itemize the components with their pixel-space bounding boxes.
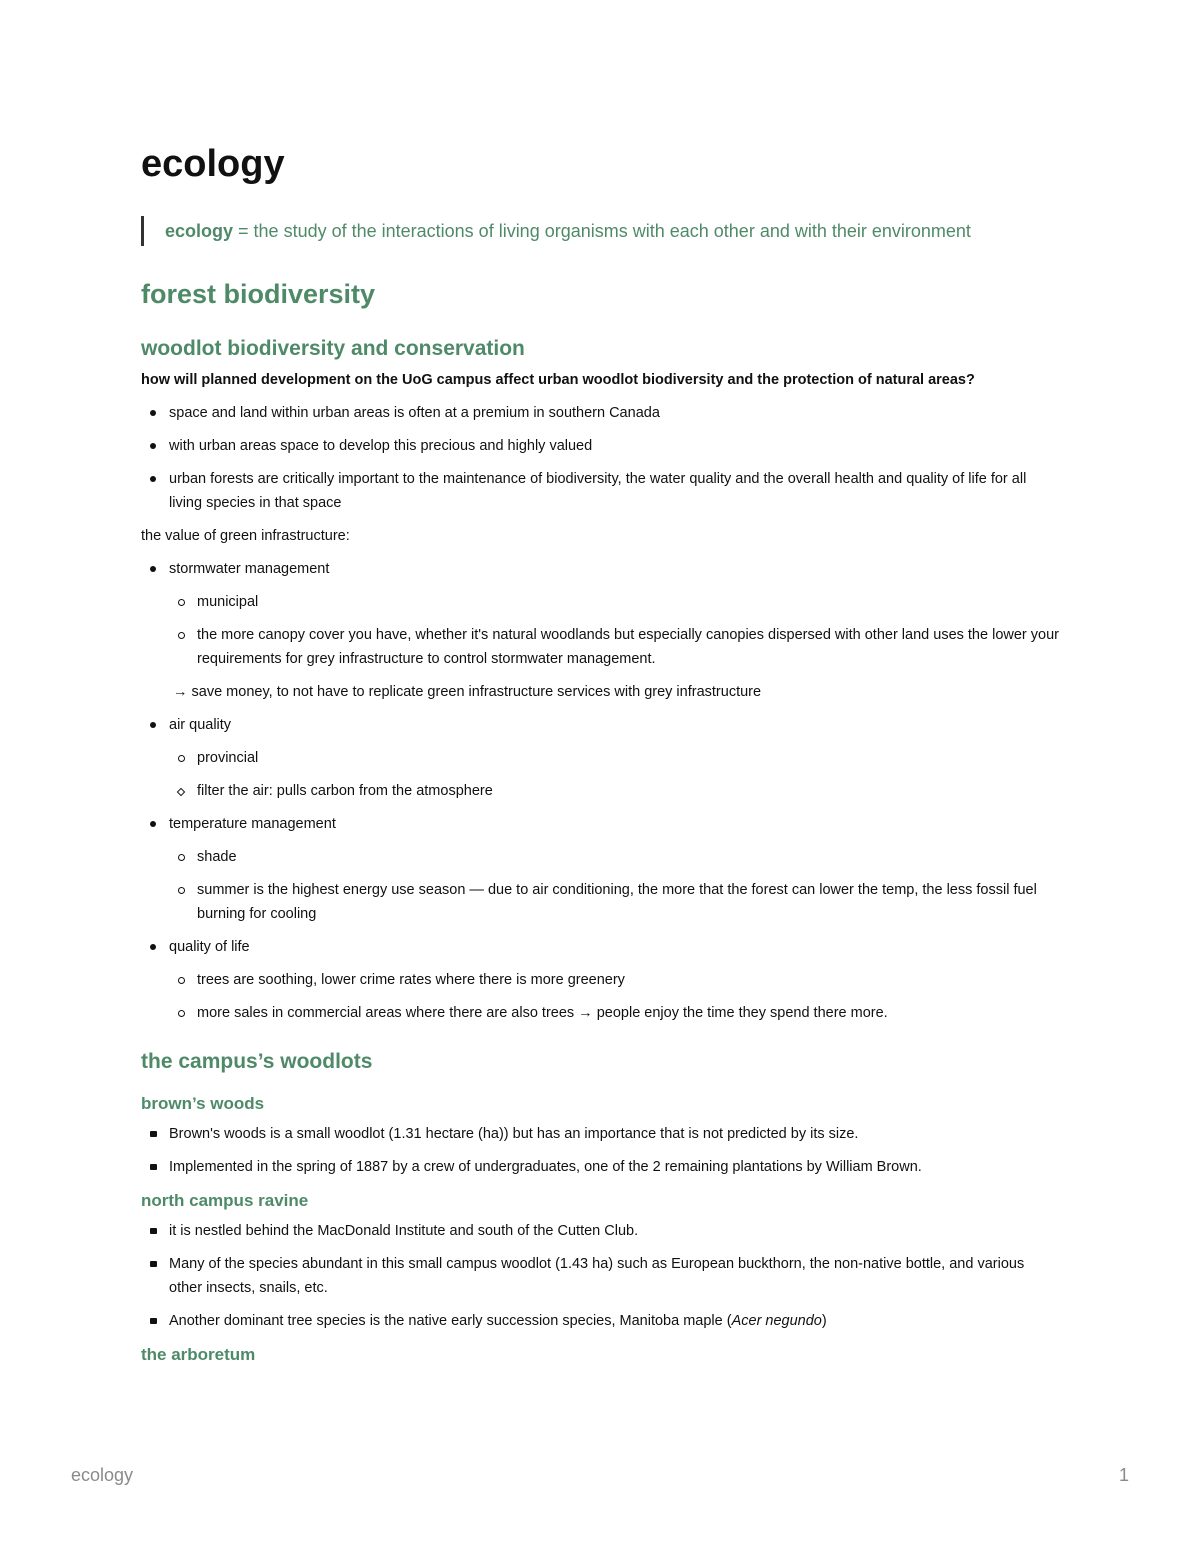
page-number: 1 <box>1118 1465 1129 1485</box>
heading-browns-woods: brown’s woods <box>141 1094 265 1113</box>
list-item: trees are soothing, lower crime rates where there is more greenery <box>169 968 1061 992</box>
list-item: urban forests are critically important to the maintenance of biodiversity, the water quality and the overall health and quality of life for all living species in that space <box>141 467 1061 515</box>
stormwater-note: → save money, to not have to replicate green infrastructure services with grey infrastructure <box>173 684 762 700</box>
list-item: the more canopy cover you have, whether it's natural woodlands but especially canopies dispersed with other land uses the lower your requirements for grey infrastructure to control stormwater management. <box>169 623 1061 671</box>
footer-doc-title: ecology <box>71 1465 134 1485</box>
list-item-label: stormwater management <box>169 561 330 577</box>
subheading-woodlot-biodiversity: woodlot biodiversity and conservation <box>141 337 525 360</box>
bullet-text: ) <box>821 1313 827 1329</box>
section-heading-forest-biodiversity: forest biodiversity <box>141 279 376 309</box>
list-item: provincial <box>169 746 1061 770</box>
list-item-air-quality <box>141 713 1061 803</box>
list-item-temperature <box>141 812 1061 926</box>
list-item-label: air quality <box>169 717 232 733</box>
list-item: space and land within urban areas is often at a premium in southern Canada <box>141 401 1061 425</box>
list-item-stormwater <box>141 557 1061 671</box>
list-item <box>141 1309 1061 1333</box>
definition-quote <box>141 216 1095 246</box>
list-item: Many of the species abundant in this small campus woodlot (1.43 ha) such as European buckthorn, the non-native bottle, and various other insects, snails, etc. <box>141 1252 1061 1300</box>
list-item: municipal <box>169 590 1061 614</box>
heading-arboretum: the arboretum <box>141 1345 256 1364</box>
woodlot-bullets <box>141 401 1061 515</box>
list-item-quality-of-life <box>141 935 1061 1025</box>
list-item: more sales in commercial areas where there are also trees → people enjoy the time they spend there more. <box>169 1001 1061 1025</box>
list-item: summer is the highest energy use season — due to air conditioning, the more that the forest can lower the temp, the less fossil fuel burning for cooling <box>169 878 1061 926</box>
list-item: Brown's woods is a small woodlot (1.31 hectare (ha)) but has an importance that is not predicted by its size. <box>141 1122 1061 1146</box>
list-item-label: quality of life <box>169 939 250 955</box>
browns-woods-bullets <box>141 1122 1061 1179</box>
green-infrastructure-list-2 <box>141 713 1061 1025</box>
list-item: it is nestled behind the MacDonald Institute and south of the Cutten Club. <box>141 1219 1061 1243</box>
list-item: with urban areas space to develop this precious and highly valued <box>141 434 1061 458</box>
list-item: filter the air: pulls carbon from the atmosphere <box>169 779 1061 803</box>
campus-woodlots-section <box>141 1046 1061 1367</box>
green-infrastructure-intro: the value of green infrastructure: <box>141 528 350 544</box>
ravine-bullets <box>141 1219 1061 1333</box>
heading-north-campus-ravine: north campus ravine <box>141 1191 309 1210</box>
list-item-label: temperature management <box>169 816 336 832</box>
subheading-campus-woodlots: the campus’s woodlots <box>141 1050 373 1073</box>
list-item: Implemented in the spring of 1887 by a crew of undergraduates, one of the 2 remaining plantations by William Brown. <box>141 1155 1061 1179</box>
species-name: Acer negundo <box>731 1313 822 1329</box>
definition-text: = the study of the interactions of living organisms with each other and with their environment <box>233 221 971 241</box>
research-question: how will planned development on the UoG campus affect urban woodlot biodiversity and the protection of natural areas? <box>141 372 975 388</box>
definition-term: ecology <box>165 221 234 241</box>
green-infrastructure-list <box>141 557 1061 671</box>
woodlot-section <box>141 334 1061 1034</box>
list-item: shade <box>169 845 1061 869</box>
bullet-text: Another dominant tree species is the native early succession species, Manitoba maple ( <box>169 1313 732 1329</box>
page-title: ecology <box>141 143 285 185</box>
